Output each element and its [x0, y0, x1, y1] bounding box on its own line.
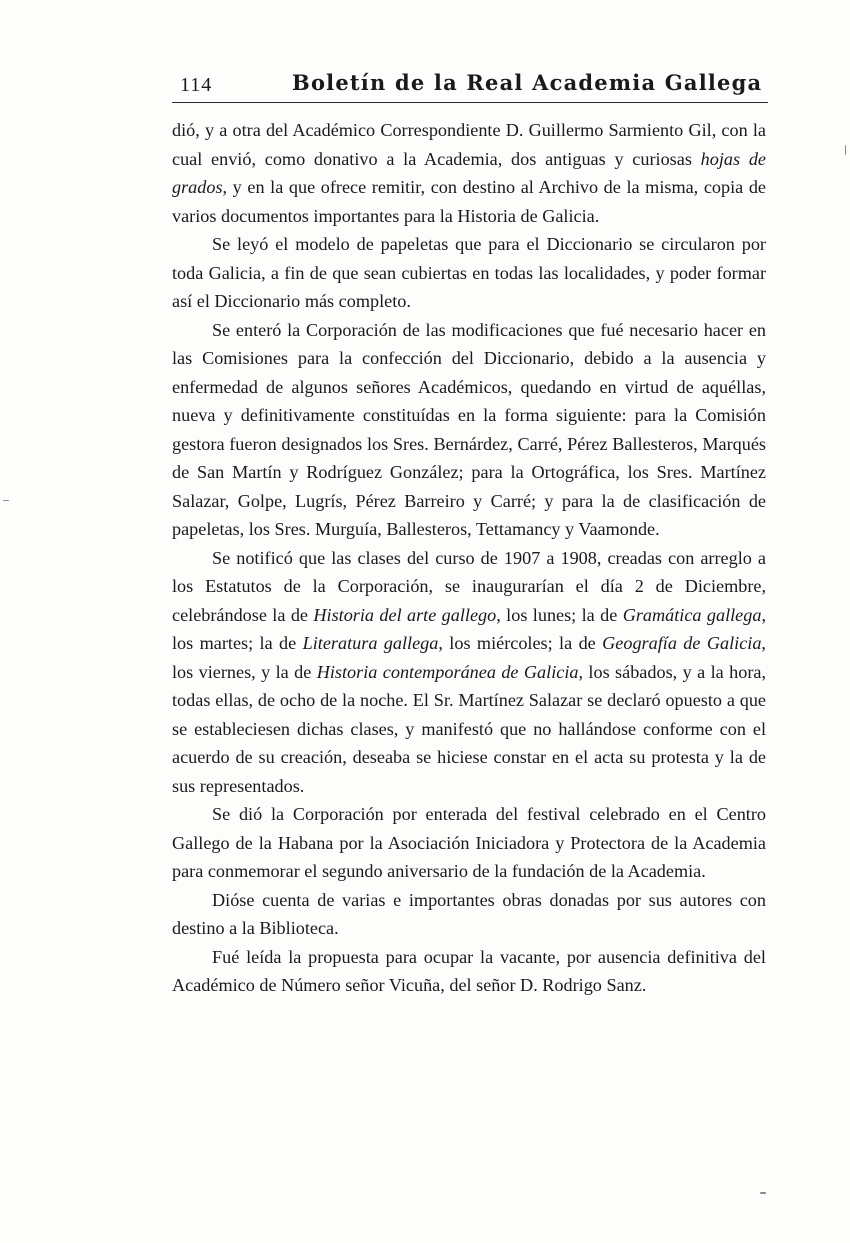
page-number: 114: [180, 74, 213, 96]
paragraph-text: Fué leída la propuesta para ocupar la vacante, por ausencia definitiva del Académico de Número señor Vicuña, del señor D. Rodrigo Sanz.: [172, 946, 766, 995]
paragraph: [172, 116, 766, 230]
paragraph: [172, 230, 766, 316]
italic-title: Historia contemporánea de Galicia: [316, 661, 579, 682]
scan-mark: [3, 500, 9, 501]
paragraph-text: Se leyó el modelo de papeletas que para el Diccionario se circularon por toda Galicia, a fin de que sean cubiertas en todas las localidades, y poder formar así el Diccionario más completo.: [172, 234, 766, 311]
paragraph: [172, 886, 766, 943]
paragraph-text: , los lunes; la de: [496, 604, 623, 625]
running-title: Boletín de la Real Academia Gallega: [292, 70, 763, 95]
page-header: [172, 70, 768, 100]
paragraph: [172, 800, 766, 886]
paragraph: [172, 316, 766, 544]
italic-title: Historia del arte gallego: [313, 604, 497, 625]
header-rule: [172, 102, 768, 103]
paragraph-text: , los martes; la de: [172, 604, 766, 653]
paragraph-text: Se dió la Corporación por enterada del festival celebrado en el Centro Gallego de la Habana por la Asociación Iniciadora y Protectora de la Academia para conmemorar el segundo aniversario de la fundación de la Academia.: [172, 804, 766, 881]
paragraph-text: , y en la que ofrece remitir, con destino al Archivo de la misma, copia de varios documentos importantes para la Historia de Galicia.: [172, 177, 766, 226]
paragraph-text: dió, y a otra del Académico Correspondiente D. Guillermo Sarmiento Gil, con la cual envió, como donativo a la Academia, dos antiguas y curiosas: [172, 120, 766, 169]
paragraph-text: Se notificó que las clases del curso de 1907 a 1908, creadas con arreglo a los Estatutos de la Corporación, se inaugurarían el día 2 de Diciembre, celebrándose la de: [172, 547, 766, 625]
italic-title: Geografía de Galicia: [602, 633, 762, 653]
italic-title: Gramática gallega: [622, 604, 762, 625]
body-text: [172, 116, 766, 1000]
paragraph: [172, 943, 766, 1000]
paragraph-text: Dióse cuenta de varias e importantes obras donadas por sus autores con destino a la Biblioteca.: [172, 889, 766, 938]
paragraph-text: Se enteró la Corporación de las modificaciones que fué necesario hacer en las Comisiones para la confección del Diccionario, debido a la ausencia y enfermedad de algunos señores Académicos, quedando en virtud de aquéllas, nueva y definitivamente constituídas en la forma siguiente: para la Comisión gestora fueron designados los Sres. Bernárdez, Carré, Pérez Ballesteros, Marqués de San Martín y Rodríguez González; para la Ortográfica, los Sres. Martínez Salazar, Golpe, Lugrís, Pérez Barreiro y Carré; y para la de clasificación de papeletas, los Sres. Murguía, Ballesteros, Tettamancy y Vaamonde.: [172, 319, 766, 539]
scan-mark: [760, 1192, 766, 1194]
paragraph: [172, 544, 766, 801]
scan-mark: [845, 145, 846, 155]
paragraph-text: , los miércoles; la de: [438, 633, 603, 653]
italic-title: hojas de grados: [172, 148, 766, 197]
italic-title: Literatura gallega: [302, 633, 439, 653]
paragraph-text: , los viernes, y la de: [172, 633, 766, 682]
paragraph-text: , los sábados, y a la hora, todas ellas, de ocho de la noche. El Sr. Martínez Salazar se declaró opuesto a que se estableciesen dichas clases, y manifestó que no hallándose conforme con el acuerdo de su creación, deseaba se hiciese constar en el acta su protesta y la de sus representados.: [172, 661, 766, 796]
